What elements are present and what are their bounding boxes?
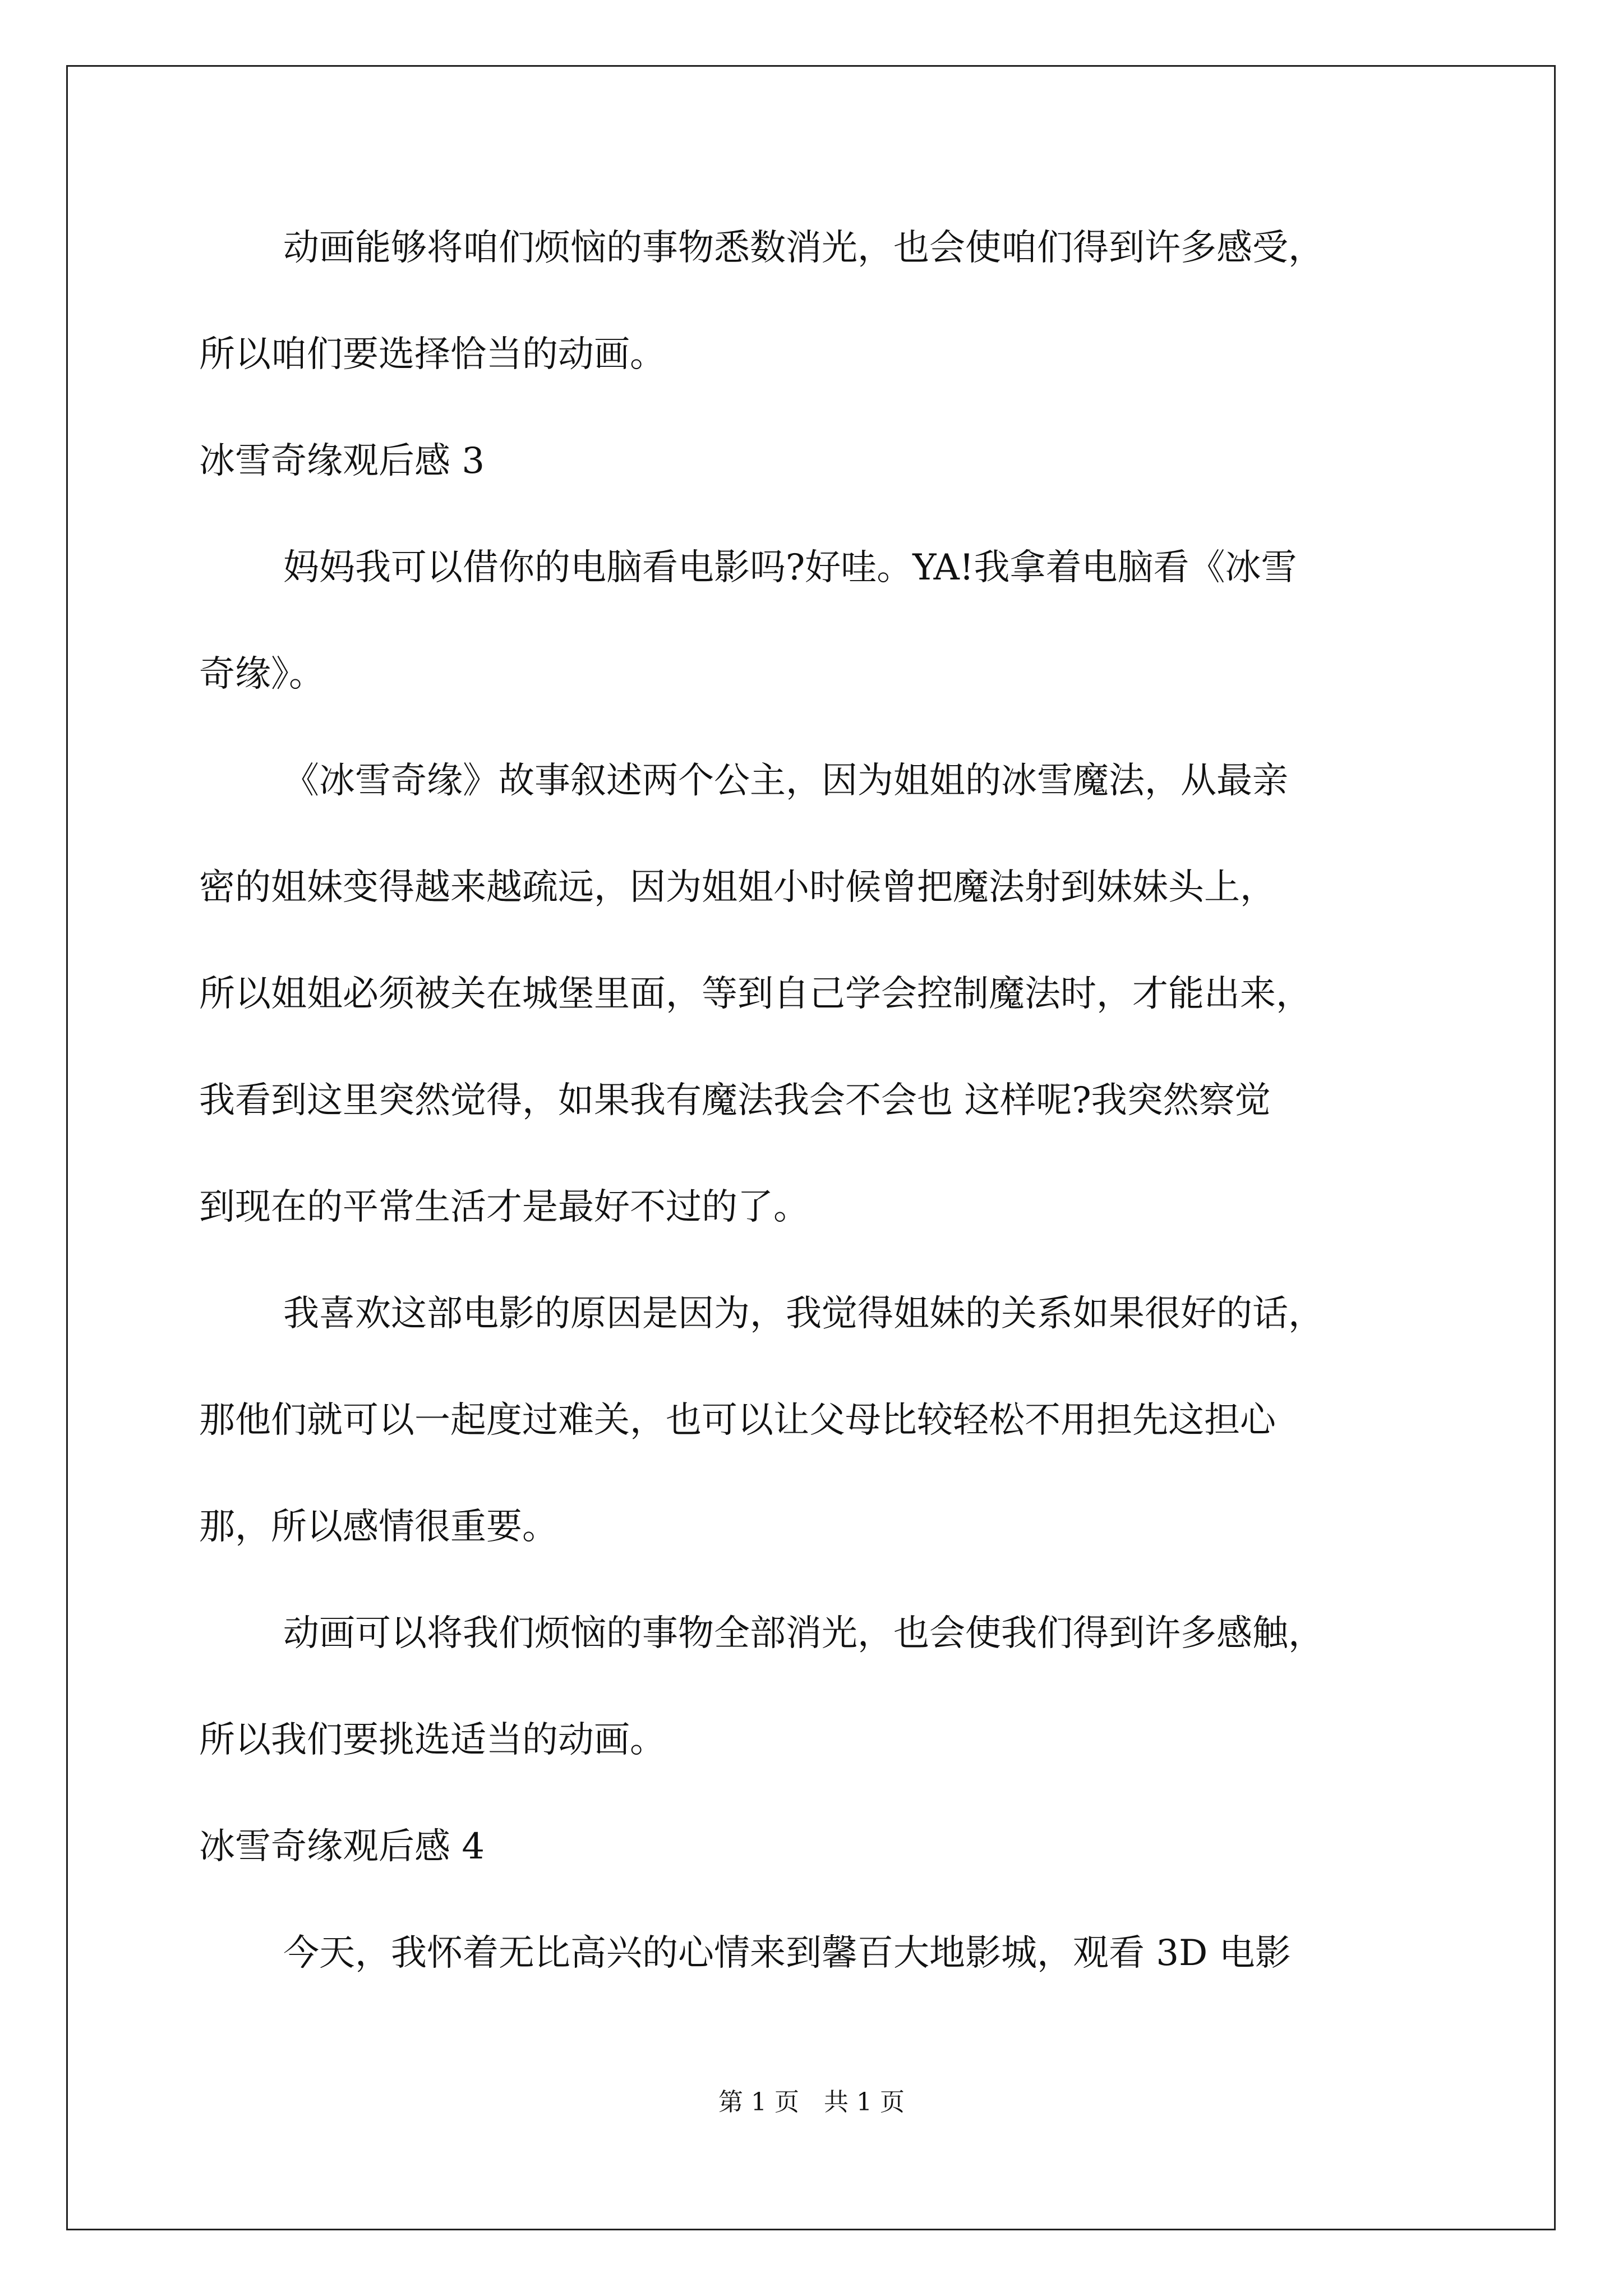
text-line: 《冰雪奇缘》故事叙述两个公主，因为姐姐的冰雪魔法，从最亲 bbox=[283, 760, 1288, 802]
text-line: 所以姐姐必须被关在城堡里面，等到自己学会控制魔法时，才能出来， bbox=[199, 973, 1312, 1015]
paragraph bbox=[199, 1287, 1433, 1554]
text-line: 动画可以将我们烦恼的事物全部消光，也会使我们得到许多感触， bbox=[283, 1613, 1324, 1654]
text-line: 妈妈我可以借你的电脑看电影吗?好哇。YA!我拿着电脑看《冰雪 bbox=[283, 547, 1297, 588]
paragraph bbox=[199, 541, 1433, 701]
text-line: 今天，我怀着无比高兴的心情来到馨百大地影城，观看 3D 电影 bbox=[283, 1932, 1291, 1974]
text-line: 动画能够将咱们烦恼的事物悉数消光，也会使咱们得到许多感受， bbox=[283, 227, 1324, 269]
text-line: 所以咱们要选择恰当的动画。 bbox=[199, 334, 666, 375]
text-line: 我喜欢这部电影的原因是因为，我觉得姐妹的关系如果很好的话， bbox=[283, 1293, 1324, 1335]
text-line: 密的姐妹变得越来越疏远，因为姐姐小时候曾把魔法射到妹妹头上， bbox=[199, 867, 1276, 908]
page-number-label: 第 1 页 共 1 页 bbox=[718, 2088, 905, 2116]
document-body bbox=[199, 222, 1433, 1980]
section-heading bbox=[199, 1820, 1433, 1874]
heading-text: 冰雪奇缘观后感 4 bbox=[199, 1826, 485, 1867]
text-line: 所以我们要挑选适当的动画。 bbox=[199, 1719, 666, 1761]
paragraph bbox=[199, 1607, 1433, 1767]
text-line: 奇缘》。 bbox=[199, 654, 325, 695]
page-footer bbox=[0, 2086, 1623, 2119]
text-line: 那他们就可以一起度过难关，也可以让父母比较轻松不用担先这担心 bbox=[199, 1400, 1276, 1441]
paragraph bbox=[199, 222, 1433, 381]
paragraph bbox=[199, 1927, 1433, 1980]
heading-text: 冰雪奇缘观后感 3 bbox=[199, 440, 485, 482]
text-line: 那，所以感情很重要。 bbox=[199, 1506, 558, 1548]
text-line: 我看到这里突然觉得，如果我有魔法我会不会也 这样呢?我突然察觉 bbox=[199, 1080, 1271, 1121]
section-heading bbox=[199, 435, 1433, 488]
paragraph bbox=[199, 754, 1433, 1234]
text-line: 到现在的平常生活才是最好不过的了。 bbox=[199, 1186, 809, 1228]
